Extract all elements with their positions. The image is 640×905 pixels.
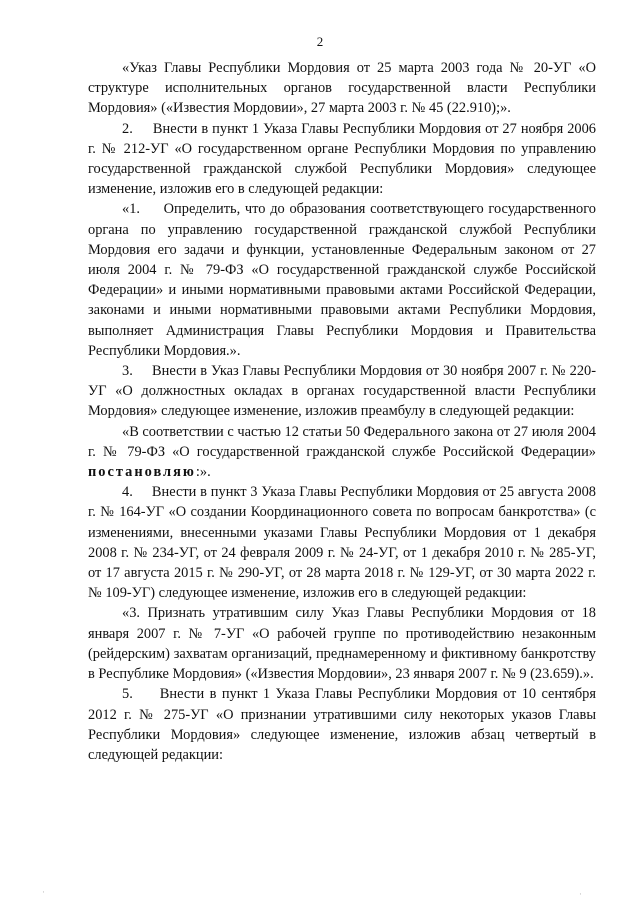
paragraph-item-3: 3. Внести в Указ Главы Республики Мордовия от 30 ноября 2007 г. № 220-УГ «О должностных окладах в органах государственной власти Республики Мордовия» следующее изменение, изложив преамбулу в следующей редакции: xyxy=(88,363,596,420)
scan-speck: · xyxy=(579,889,582,899)
paragraph-item-4: 4. Внести в пункт 3 Указа Главы Республики Мордовия от 25 августа 2008 г. № 164-УГ «О создании Координационного совета по вопросам банкротства» (с изменениями, внесенными указами Главы Республики Мордовия от 1 декабря 2008 г. № 234-УГ, от 24 февраля 2009 г. № 24-УГ, от 1 декабря 2010 г. № 285-УГ, от 17 августа 2015 г. № 290-УГ, от 28 марта 2018 г. № 129-УГ, от 30 марта 2022 г. № 109-УГ) следующее изменение, изложив его в следующей редакции: xyxy=(88,484,596,602)
paragraph-preamble xyxy=(88,422,596,483)
paragraph-quoted-3: «3. Признать утратившим силу Указ Главы Республики Мордовия от 18 января 2007 г. № 7-УГ «О рабочей группе по противодействию незаконным (рейдерским) захватам организаций, преднамеренному и фиктивному банкротству в Республике Мордовия» («Известия Мордовии», 23 января 2007 г. № 9 (23.659).». xyxy=(88,605,596,683)
decree-word: постановляю xyxy=(88,464,196,481)
preamble-text: «В соответствии с частью 12 статьи 50 Федерального закона от 27 июля 2004 г. № 79-ФЗ «О государственной гражданской службе Российской Федерации» xyxy=(88,423,596,460)
document-body xyxy=(88,58,596,765)
paragraph-item-5: 5. Внести в пункт 1 Указа Главы Республики Мордовия от 10 сентября 2012 г. № 275-УГ «О признании утратившими силу некоторых указов Главы Республики Мордовия» следующее изменение, изложив абзац четвертый в следующей редакции: xyxy=(88,686,596,763)
paragraph-item-2: 2. Внести в пункт 1 Указа Главы Республики Мордовия от 27 ноября 2006 г. № 212-УГ «О государственном органе Республики Мордовия по управлению государственной гражданской службой Республики Мордовия» следующее изменение, изложив его в следующей редакции: xyxy=(88,120,596,198)
preamble-tail: :». xyxy=(195,464,211,481)
scan-speck: · xyxy=(42,887,45,897)
page-number: 2 xyxy=(316,34,324,49)
paragraph-quoted-1: «1. Определить, что до образования соответствующего государственного органа по управлению государственной гражданской службой Республики Мордовия его задачи и функции, установленные Федеральным законом от 27 июля 2004 г. № 79-ФЗ «О государственной гражданской службе Российской Федерации» и иными нормативными правовыми актами Российской Федерации, законами и иными нормативными правовыми актами Республики Мордовия, выполняет Администрация Главы Республики Мордовия и Правительства Республики Мордовия.». xyxy=(88,201,596,359)
paragraph-1: «Указ Главы Республики Мордовия от 25 марта 2003 года № 20-УГ «О структуре исполнительных органов государственной власти Республики Мордовия» («Известия Мордовии», 27 марта 2003 г. № 45 (22.910);». xyxy=(88,60,596,117)
